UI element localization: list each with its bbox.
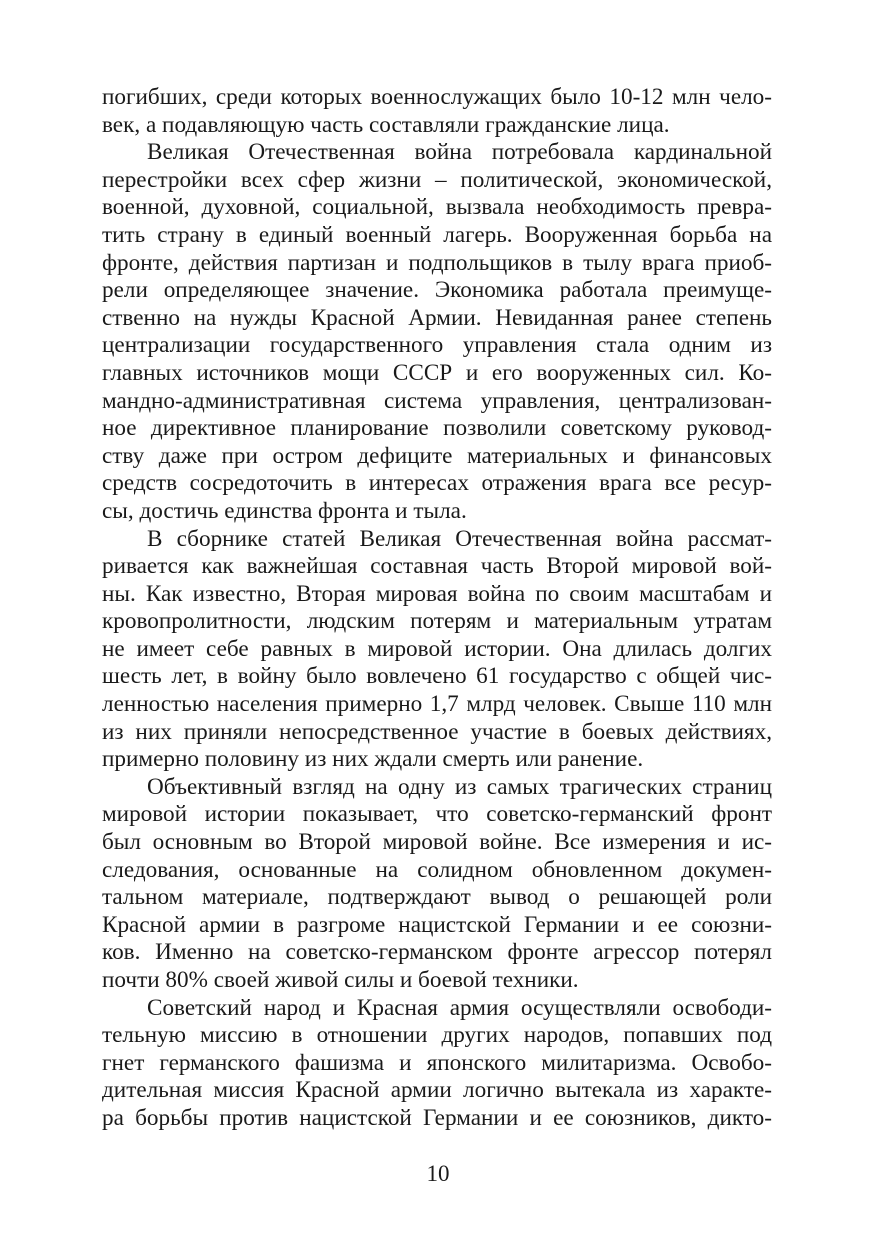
- paragraph: [102, 139, 772, 525]
- text-line: шесть лет, в войну было вовлечено 61 государство с общей чис-: [102, 663, 772, 690]
- text-line: ков. Именно на советско-германском фронте агрессор потерял: [102, 939, 772, 966]
- text-line: Советский народ и Красная армия осуществляли освободи-: [147, 994, 772, 1021]
- text-line: перестройки всех сфер жизни – политической, экономической,: [102, 166, 772, 193]
- text-line: почти 80% своей живой силы и боевой техники.: [102, 967, 579, 993]
- text-line: тальном материале, подтверждают вывод о решающей роли: [102, 884, 772, 911]
- text-line: ное директивное планирование позволили советскому руковод-: [102, 415, 772, 442]
- page-number: 10: [426, 1161, 450, 1186]
- text-line: из них приняли непосредственное участие в боевых действиях,: [102, 718, 772, 745]
- text-line: погибших, среди которых военнослужащих было 10-12 млн чело-: [102, 84, 772, 110]
- text-line: тить страну в единый военный лагерь. Вооруженная борьба на: [102, 221, 772, 248]
- text-line: был основным во Второй мировой войне. Все измерения и ис-: [102, 829, 772, 856]
- text-line: ны. Как известно, Вторая мировая война по своим масштабам и: [102, 580, 772, 607]
- paragraph: [102, 774, 772, 995]
- text-line: Красной армии в разгроме нацистской Германии и ее союзни-: [102, 911, 772, 938]
- text-line: Объективный взгляд на одну из самых трагических страниц: [147, 773, 772, 800]
- text-line: дительная миссия Красной армии логично вытекала из характе-: [102, 1077, 772, 1104]
- text-line: мировой истории показывает, что советско-германский фронт: [102, 801, 772, 828]
- text-line: ству даже при остром дефиците материальных и финансовых: [102, 442, 772, 469]
- text-line: фронте, действия партизан и подпольщиков в тылу врага приоб-: [102, 249, 772, 276]
- text-line: средств сосредоточить в интересах отражения врага все ресур-: [102, 470, 772, 497]
- text-line: следования, основанные на солидном обновленном докумен-: [102, 856, 772, 883]
- text-line: гнет германского фашизма и японского милитаризма. Освобо-: [102, 1049, 772, 1076]
- text-line: В сборнике статей Великая Отечественная война рассмат-: [147, 525, 772, 552]
- paragraph: [102, 995, 772, 1133]
- text-line: тельную миссию в отношении других народов, попавших под: [102, 1022, 772, 1049]
- text-line: ленностью населения примерно 1,7 млрд человек. Свыше 110 млн: [102, 691, 772, 718]
- text-line: ра борьбы против нацистской Германии и ее союзников, дикто-: [102, 1104, 772, 1131]
- text-line: сы, достичь единства фронта и тыла.: [102, 497, 467, 524]
- text-line: ственно на нужды Красной Армии. Невиданная ранее степень: [102, 304, 772, 331]
- text-line: примерно половину из них ждали смерть или ранение.: [102, 746, 644, 773]
- text-line: централизации государственного управления стала одним из: [102, 332, 772, 359]
- paragraph: [102, 526, 772, 774]
- text-line: кровопролитности, людским потерям и материальным утратам: [102, 608, 772, 635]
- text-line: военной, духовной, социальной, вызвала необходимость превра-: [102, 194, 772, 221]
- text-line: век, а подавляющую часть составляли гражданские лица.: [102, 111, 670, 138]
- text-line: не имеет себе равных в мировой истории. Она длилась долгих: [102, 635, 772, 662]
- body-text: [102, 84, 772, 1133]
- text-line: рели определяющее значение. Экономика работала преимуще-: [102, 277, 772, 304]
- text-line: главных источников мощи СССР и его вооруженных сил. Ко-: [102, 359, 772, 386]
- text-line: ривается как важнейшая составная часть Второй мировой вой-: [102, 553, 772, 580]
- text-line: Великая Отечественная война потребовала кардинальной: [147, 139, 772, 166]
- paragraph: [102, 84, 772, 139]
- text-line: мандно-административная система управления, централизован-: [102, 387, 772, 414]
